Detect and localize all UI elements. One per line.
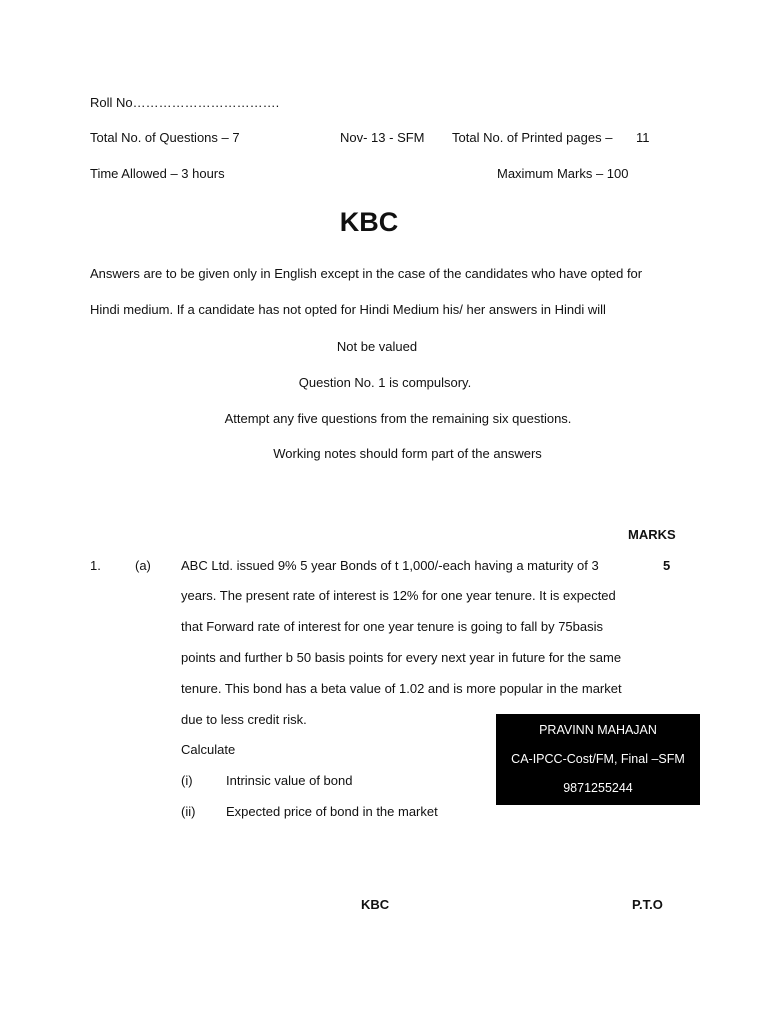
question-part: (a) <box>135 558 151 573</box>
question-marks: 5 <box>663 558 671 573</box>
printed-pages-value: 11 <box>636 130 650 145</box>
instruction-line-3: Not be valued <box>336 339 418 354</box>
instruction-compulsory: Question No. 1 is compulsory. <box>298 375 472 390</box>
page-title: KBC <box>339 207 399 237</box>
question-line: ABC Ltd. issued 9% 5 year Bonds of t 1,000/-each having a maturity of 3 <box>181 558 599 573</box>
instruction-working-notes: Working notes should form part of the answers <box>273 446 542 461</box>
contact-phone: 9871255244 <box>563 781 633 795</box>
instruction-attempt: Attempt any five questions from the remaining six questions. <box>224 411 572 426</box>
contact-box <box>496 714 700 805</box>
contact-name: PRAVINN MAHAJAN <box>539 723 657 737</box>
calculate-label: Calculate <box>181 742 236 757</box>
printed-pages-label: Total No. of Printed pages – <box>452 130 613 145</box>
roll-number-line: Roll No……………………………. <box>90 95 280 110</box>
exam-code: Nov- 13 - SFM <box>340 130 425 145</box>
question-number: 1. <box>90 558 101 573</box>
contact-course: CA-IPCC-Cost/FM, Final –SFM <box>511 752 685 766</box>
question-line: tenure. This bond has a beta value of 1.02 and is more popular in the market <box>181 681 622 696</box>
footer-pto: P.T.O <box>632 897 663 912</box>
maximum-marks: Maximum Marks – 100 <box>497 166 629 181</box>
sub-item-text: Expected price of bond in the market <box>226 804 438 819</box>
time-allowed: Time Allowed – 3 hours <box>90 166 225 181</box>
question-line: years. The present rate of interest is 12% for one year tenure. It is expected <box>181 588 616 603</box>
total-questions: Total No. of Questions – 7 <box>90 130 240 145</box>
sub-item-number: (ii) <box>181 804 196 819</box>
question-line: that Forward rate of interest for one year tenure is going to fall by 75basis <box>181 619 604 634</box>
marks-heading: MARKS <box>628 527 676 542</box>
footer-left: KBC <box>361 897 390 912</box>
question-line: points and further b 50 basis points for every next year in future for the same <box>181 650 622 665</box>
sub-item-number: (i) <box>181 773 193 788</box>
sub-item-text: Intrinsic value of bond <box>226 773 353 788</box>
instruction-line-1: Answers are to be given only in English except in the case of the candidates who have opted for <box>90 266 643 281</box>
instruction-line-2: Hindi medium. If a candidate has not opted for Hindi Medium his/ her answers in Hindi will <box>90 302 606 317</box>
question-line: due to less credit risk. <box>181 712 307 727</box>
